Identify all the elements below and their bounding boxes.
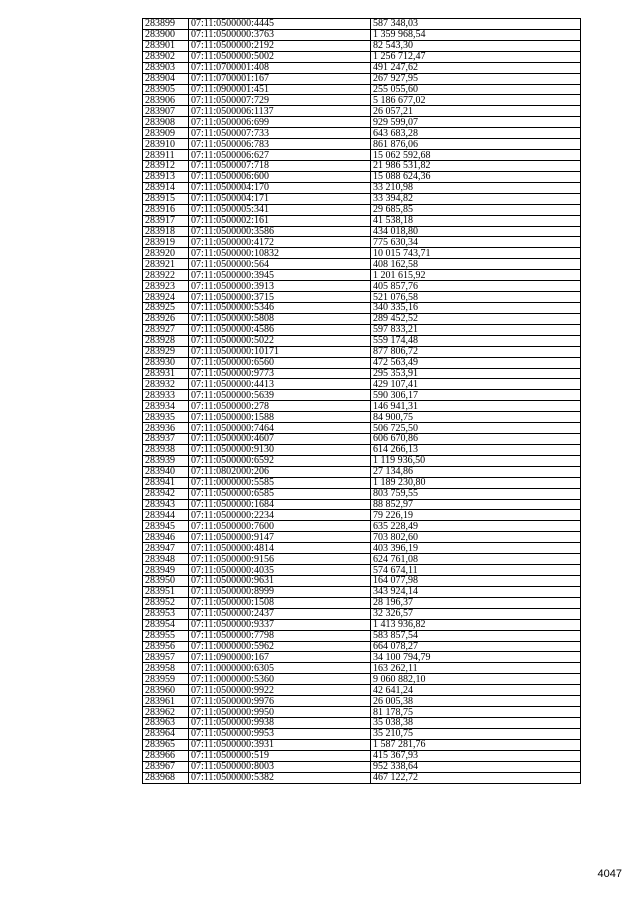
cadastral-number-cell: 07:11:0500000:9156 bbox=[189, 554, 371, 565]
cadastral-value-cell: 472 563,49 bbox=[371, 357, 581, 368]
cadastral-number-cell: 07:11:0500000:9976 bbox=[189, 696, 371, 707]
cadastral-value-cell: 587 348,03 bbox=[371, 19, 581, 30]
cadastral-value-cell: 491 247,62 bbox=[371, 62, 581, 73]
cadastral-number-cell: 07:11:0500000:8999 bbox=[189, 586, 371, 597]
cadastral-number-cell: 07:11:0700001:167 bbox=[189, 73, 371, 84]
table-row bbox=[143, 674, 581, 685]
cadastral-number-cell: 07:11:0500000:1508 bbox=[189, 597, 371, 608]
cadastral-number-cell: 07:11:0900001:451 bbox=[189, 84, 371, 95]
cadastral-number-cell: 07:11:0500000:5808 bbox=[189, 313, 371, 324]
row-number-cell: 283954 bbox=[143, 619, 189, 630]
cadastral-value-cell: 434 018,80 bbox=[371, 226, 581, 237]
table-row bbox=[143, 608, 581, 619]
row-number-cell: 283923 bbox=[143, 281, 189, 292]
cadastral-value-table bbox=[142, 18, 581, 784]
cadastral-value-cell: 952 338,64 bbox=[371, 761, 581, 772]
row-number-cell: 283910 bbox=[143, 139, 189, 150]
cadastral-number-cell: 07:11:0500000:7600 bbox=[189, 521, 371, 532]
cadastral-value-cell: 15 088 624,36 bbox=[371, 171, 581, 182]
cadastral-number-cell: 07:11:0500000:4445 bbox=[189, 19, 371, 30]
cadastral-value-cell: 803 759,55 bbox=[371, 488, 581, 499]
row-number-cell: 283935 bbox=[143, 412, 189, 423]
table-row bbox=[143, 313, 581, 324]
cadastral-number-cell: 07:11:0802000:206 bbox=[189, 466, 371, 477]
row-number-cell: 283927 bbox=[143, 324, 189, 335]
table-row bbox=[143, 750, 581, 761]
table-row bbox=[143, 444, 581, 455]
cadastral-number-cell: 07:11:0500000:9950 bbox=[189, 707, 371, 718]
cadastral-number-cell: 07:11:0500000:3586 bbox=[189, 226, 371, 237]
cadastral-number-cell: 07:11:0500000:2192 bbox=[189, 40, 371, 51]
cadastral-number-cell: 07:11:0500006:600 bbox=[189, 171, 371, 182]
cadastral-number-cell: 07:11:0500000:5382 bbox=[189, 772, 371, 783]
cadastral-value-cell: 82 543,30 bbox=[371, 40, 581, 51]
cadastral-number-cell: 07:11:0500000:1588 bbox=[189, 412, 371, 423]
row-number-cell: 283959 bbox=[143, 674, 189, 685]
table-row bbox=[143, 84, 581, 95]
cadastral-number-cell: 07:11:0000000:5360 bbox=[189, 674, 371, 685]
cadastral-number-cell: 07:11:0500000:9631 bbox=[189, 576, 371, 587]
cadastral-value-cell: 1 119 936,50 bbox=[371, 455, 581, 466]
table-row bbox=[143, 324, 581, 335]
table-row bbox=[143, 128, 581, 139]
cadastral-number-cell: 07:11:0500000:4413 bbox=[189, 379, 371, 390]
row-number-cell: 283933 bbox=[143, 390, 189, 401]
cadastral-value-cell: 1 189 230,80 bbox=[371, 477, 581, 488]
row-number-cell: 283961 bbox=[143, 696, 189, 707]
row-number-cell: 283939 bbox=[143, 455, 189, 466]
row-number-cell: 283930 bbox=[143, 357, 189, 368]
cadastral-number-cell: 07:11:0500006:699 bbox=[189, 117, 371, 128]
cadastral-value-cell: 1 201 615,92 bbox=[371, 270, 581, 281]
cadastral-number-cell: 07:11:0500000:9938 bbox=[189, 718, 371, 729]
cadastral-number-cell: 07:11:0500000:8003 bbox=[189, 761, 371, 772]
table-row bbox=[143, 368, 581, 379]
table-body bbox=[143, 19, 581, 784]
row-number-cell: 283966 bbox=[143, 750, 189, 761]
page-number: 4047 bbox=[597, 868, 622, 880]
table-row bbox=[143, 423, 581, 434]
row-number-cell: 283901 bbox=[143, 40, 189, 51]
row-number-cell: 283920 bbox=[143, 248, 189, 259]
cadastral-number-cell: 07:11:0500000:4814 bbox=[189, 543, 371, 554]
cadastral-value-cell: 79 226,19 bbox=[371, 510, 581, 521]
table-row bbox=[143, 390, 581, 401]
row-number-cell: 283912 bbox=[143, 160, 189, 171]
cadastral-value-cell: 267 927,95 bbox=[371, 73, 581, 84]
table-row bbox=[143, 630, 581, 641]
table-row bbox=[143, 652, 581, 663]
table-row bbox=[143, 466, 581, 477]
cadastral-value-cell: 1 256 712,47 bbox=[371, 51, 581, 62]
cadastral-value-cell: 26 057,21 bbox=[371, 106, 581, 117]
cadastral-value-cell: 559 174,48 bbox=[371, 335, 581, 346]
cadastral-number-cell: 07:11:0500000:278 bbox=[189, 401, 371, 412]
row-number-cell: 283957 bbox=[143, 652, 189, 663]
cadastral-value-cell: 340 335,16 bbox=[371, 302, 581, 313]
cadastral-number-cell: 07:11:0500000:4035 bbox=[189, 565, 371, 576]
row-number-cell: 283936 bbox=[143, 423, 189, 434]
table-row bbox=[143, 204, 581, 215]
table-row bbox=[143, 19, 581, 30]
cadastral-value-cell: 26 005,38 bbox=[371, 696, 581, 707]
cadastral-number-cell: 07:11:0500005:341 bbox=[189, 204, 371, 215]
row-number-cell: 283916 bbox=[143, 204, 189, 215]
row-number-cell: 283952 bbox=[143, 597, 189, 608]
cadastral-number-cell: 07:11:0000000:5585 bbox=[189, 477, 371, 488]
cadastral-value-cell: 635 228,49 bbox=[371, 521, 581, 532]
cadastral-value-cell: 146 941,31 bbox=[371, 401, 581, 412]
cadastral-number-cell: 07:11:0500000:6560 bbox=[189, 357, 371, 368]
table-row bbox=[143, 182, 581, 193]
cadastral-value-cell: 624 761,08 bbox=[371, 554, 581, 565]
row-number-cell: 283928 bbox=[143, 335, 189, 346]
row-number-cell: 283944 bbox=[143, 510, 189, 521]
table-row bbox=[143, 641, 581, 652]
row-number-cell: 283903 bbox=[143, 62, 189, 73]
cadastral-value-cell: 877 806,72 bbox=[371, 346, 581, 357]
table-row bbox=[143, 663, 581, 674]
row-number-cell: 283965 bbox=[143, 739, 189, 750]
cadastral-number-cell: 07:11:0500000:9130 bbox=[189, 444, 371, 455]
cadastral-value-cell: 5 186 677,02 bbox=[371, 95, 581, 106]
cadastral-value-cell: 521 076,58 bbox=[371, 292, 581, 303]
row-number-cell: 283907 bbox=[143, 106, 189, 117]
cadastral-value-cell: 775 630,34 bbox=[371, 237, 581, 248]
row-number-cell: 283925 bbox=[143, 302, 189, 313]
table-row bbox=[143, 477, 581, 488]
table-row bbox=[143, 761, 581, 772]
table-row bbox=[143, 73, 581, 84]
table-row bbox=[143, 772, 581, 783]
cadastral-number-cell: 07:11:0500000:5002 bbox=[189, 51, 371, 62]
row-number-cell: 283968 bbox=[143, 772, 189, 783]
cadastral-number-cell: 07:11:0500000:3913 bbox=[189, 281, 371, 292]
table-row bbox=[143, 215, 581, 226]
row-number-cell: 283913 bbox=[143, 171, 189, 182]
cadastral-value-cell: 614 266,13 bbox=[371, 444, 581, 455]
cadastral-number-cell: 07:11:0500000:9147 bbox=[189, 532, 371, 543]
cadastral-value-cell: 32 326,57 bbox=[371, 608, 581, 619]
table-row bbox=[143, 335, 581, 346]
row-number-cell: 283904 bbox=[143, 73, 189, 84]
cadastral-value-cell: 606 670,86 bbox=[371, 434, 581, 445]
cadastral-number-cell: 07:11:0000000:6305 bbox=[189, 663, 371, 674]
table-row bbox=[143, 171, 581, 182]
cadastral-value-cell: 10 015 743,71 bbox=[371, 248, 581, 259]
table-row bbox=[143, 346, 581, 357]
cadastral-value-cell: 289 452,52 bbox=[371, 313, 581, 324]
cadastral-number-cell: 07:11:0500000:9953 bbox=[189, 728, 371, 739]
cadastral-value-cell: 33 210,98 bbox=[371, 182, 581, 193]
cadastral-value-cell: 467 122,72 bbox=[371, 772, 581, 783]
cadastral-number-cell: 07:11:0500000:6585 bbox=[189, 488, 371, 499]
row-number-cell: 283899 bbox=[143, 19, 189, 30]
cadastral-number-cell: 07:11:0500000:3715 bbox=[189, 292, 371, 303]
cadastral-number-cell: 07:11:0500002:161 bbox=[189, 215, 371, 226]
cadastral-value-cell: 583 857,54 bbox=[371, 630, 581, 641]
cadastral-number-cell: 07:11:0500000:4586 bbox=[189, 324, 371, 335]
table-row bbox=[143, 259, 581, 270]
row-number-cell: 283941 bbox=[143, 477, 189, 488]
row-number-cell: 283937 bbox=[143, 434, 189, 445]
cadastral-number-cell: 07:11:0500007:718 bbox=[189, 160, 371, 171]
cadastral-number-cell: 07:11:0000000:5962 bbox=[189, 641, 371, 652]
table-row bbox=[143, 488, 581, 499]
cadastral-value-cell: 164 077,98 bbox=[371, 576, 581, 587]
cadastral-value-cell: 33 394,82 bbox=[371, 193, 581, 204]
cadastral-number-cell: 07:11:0500000:564 bbox=[189, 259, 371, 270]
cadastral-value-cell: 929 599,07 bbox=[371, 117, 581, 128]
row-number-cell: 283963 bbox=[143, 718, 189, 729]
cadastral-value-cell: 41 538,18 bbox=[371, 215, 581, 226]
cadastral-value-cell: 408 162,58 bbox=[371, 259, 581, 270]
cadastral-number-cell: 07:11:0700001:408 bbox=[189, 62, 371, 73]
row-number-cell: 283946 bbox=[143, 532, 189, 543]
table-row bbox=[143, 543, 581, 554]
row-number-cell: 283942 bbox=[143, 488, 189, 499]
cadastral-number-cell: 07:11:0500000:3931 bbox=[189, 739, 371, 750]
table-row bbox=[143, 302, 581, 313]
row-number-cell: 283955 bbox=[143, 630, 189, 641]
cadastral-value-cell: 42 641,24 bbox=[371, 685, 581, 696]
table-row bbox=[143, 281, 581, 292]
row-number-cell: 283934 bbox=[143, 401, 189, 412]
cadastral-number-cell: 07:11:0500000:9773 bbox=[189, 368, 371, 379]
cadastral-value-cell: 35 038,38 bbox=[371, 718, 581, 729]
cadastral-value-cell: 405 857,76 bbox=[371, 281, 581, 292]
table-row bbox=[143, 139, 581, 150]
cadastral-number-cell: 07:11:0500000:6592 bbox=[189, 455, 371, 466]
cadastral-value-cell: 81 178,75 bbox=[371, 707, 581, 718]
cadastral-value-cell: 88 852,97 bbox=[371, 499, 581, 510]
row-number-cell: 283905 bbox=[143, 84, 189, 95]
table-row bbox=[143, 728, 581, 739]
row-number-cell: 283917 bbox=[143, 215, 189, 226]
row-number-cell: 283909 bbox=[143, 128, 189, 139]
cadastral-value-cell: 415 367,93 bbox=[371, 750, 581, 761]
row-number-cell: 283922 bbox=[143, 270, 189, 281]
table-row bbox=[143, 226, 581, 237]
row-number-cell: 283943 bbox=[143, 499, 189, 510]
cadastral-number-cell: 07:11:0500000:519 bbox=[189, 750, 371, 761]
table-row bbox=[143, 707, 581, 718]
row-number-cell: 283900 bbox=[143, 29, 189, 40]
table-row bbox=[143, 718, 581, 729]
table-row bbox=[143, 150, 581, 161]
table-row bbox=[143, 193, 581, 204]
cadastral-value-cell: 597 833,21 bbox=[371, 324, 581, 335]
cadastral-value-cell: 429 107,41 bbox=[371, 379, 581, 390]
cadastral-number-cell: 07:11:0500007:729 bbox=[189, 95, 371, 106]
cadastral-value-cell: 84 900,75 bbox=[371, 412, 581, 423]
table-row bbox=[143, 51, 581, 62]
cadastral-number-cell: 07:11:0500000:3945 bbox=[189, 270, 371, 281]
cadastral-number-cell: 07:11:0500000:5346 bbox=[189, 302, 371, 313]
row-number-cell: 283940 bbox=[143, 466, 189, 477]
table-row bbox=[143, 270, 581, 281]
cadastral-value-cell: 403 396,19 bbox=[371, 543, 581, 554]
table-row bbox=[143, 62, 581, 73]
cadastral-value-cell: 35 210,75 bbox=[371, 728, 581, 739]
cadastral-value-cell: 9 060 882,10 bbox=[371, 674, 581, 685]
cadastral-number-cell: 07:11:0500000:9922 bbox=[189, 685, 371, 696]
table-row bbox=[143, 685, 581, 696]
cadastral-value-cell: 861 876,06 bbox=[371, 139, 581, 150]
cadastral-value-cell: 21 986 531,82 bbox=[371, 160, 581, 171]
cadastral-number-cell: 07:11:0900000:167 bbox=[189, 652, 371, 663]
table-row bbox=[143, 576, 581, 587]
table-row bbox=[143, 160, 581, 171]
row-number-cell: 283962 bbox=[143, 707, 189, 718]
cadastral-number-cell: 07:11:0500000:2234 bbox=[189, 510, 371, 521]
cadastral-number-cell: 07:11:0500000:2437 bbox=[189, 608, 371, 619]
table-row bbox=[143, 95, 581, 106]
row-number-cell: 283960 bbox=[143, 685, 189, 696]
table-row bbox=[143, 696, 581, 707]
row-number-cell: 283949 bbox=[143, 565, 189, 576]
cadastral-value-cell: 28 196,37 bbox=[371, 597, 581, 608]
table-row bbox=[143, 412, 581, 423]
cadastral-number-cell: 07:11:0500006:783 bbox=[189, 139, 371, 150]
table-row bbox=[143, 379, 581, 390]
row-number-cell: 283938 bbox=[143, 444, 189, 455]
row-number-cell: 283929 bbox=[143, 346, 189, 357]
table-row bbox=[143, 597, 581, 608]
cadastral-value-cell: 255 055,60 bbox=[371, 84, 581, 95]
cadastral-value-cell: 34 100 794,79 bbox=[371, 652, 581, 663]
row-number-cell: 283918 bbox=[143, 226, 189, 237]
table-row bbox=[143, 499, 581, 510]
row-number-cell: 283947 bbox=[143, 543, 189, 554]
row-number-cell: 283951 bbox=[143, 586, 189, 597]
cadastral-number-cell: 07:11:0500000:1684 bbox=[189, 499, 371, 510]
cadastral-value-cell: 590 306,17 bbox=[371, 390, 581, 401]
row-number-cell: 283956 bbox=[143, 641, 189, 652]
table-row bbox=[143, 586, 581, 597]
cadastral-value-cell: 664 078,27 bbox=[371, 641, 581, 652]
row-number-cell: 283908 bbox=[143, 117, 189, 128]
table-row bbox=[143, 106, 581, 117]
cadastral-number-cell: 07:11:0500000:4607 bbox=[189, 434, 371, 445]
cadastral-number-cell: 07:11:0500004:171 bbox=[189, 193, 371, 204]
table-row bbox=[143, 401, 581, 412]
row-number-cell: 283902 bbox=[143, 51, 189, 62]
cadastral-number-cell: 07:11:0500000:5639 bbox=[189, 390, 371, 401]
row-number-cell: 283964 bbox=[143, 728, 189, 739]
row-number-cell: 283953 bbox=[143, 608, 189, 619]
cadastral-number-cell: 07:11:0500006:627 bbox=[189, 150, 371, 161]
row-number-cell: 283926 bbox=[143, 313, 189, 324]
table-row bbox=[143, 510, 581, 521]
table-row bbox=[143, 521, 581, 532]
table-row bbox=[143, 237, 581, 248]
cadastral-number-cell: 07:11:0500007:733 bbox=[189, 128, 371, 139]
cadastral-value-cell: 1 413 936,82 bbox=[371, 619, 581, 630]
row-number-cell: 283921 bbox=[143, 259, 189, 270]
row-number-cell: 283919 bbox=[143, 237, 189, 248]
cadastral-value-cell: 1 587 281,76 bbox=[371, 739, 581, 750]
table-row bbox=[143, 532, 581, 543]
table-row bbox=[143, 40, 581, 51]
row-number-cell: 283932 bbox=[143, 379, 189, 390]
row-number-cell: 283967 bbox=[143, 761, 189, 772]
cadastral-value-cell: 295 353,91 bbox=[371, 368, 581, 379]
cadastral-value-cell: 343 924,14 bbox=[371, 586, 581, 597]
row-number-cell: 283911 bbox=[143, 150, 189, 161]
table-row bbox=[143, 455, 581, 466]
cadastral-number-cell: 07:11:0500006:1137 bbox=[189, 106, 371, 117]
row-number-cell: 283924 bbox=[143, 292, 189, 303]
table-row bbox=[143, 117, 581, 128]
cadastral-value-cell: 574 674,11 bbox=[371, 565, 581, 576]
cadastral-value-cell: 1 359 968,54 bbox=[371, 29, 581, 40]
cadastral-number-cell: 07:11:0500000:7464 bbox=[189, 423, 371, 434]
cadastral-value-cell: 703 802,60 bbox=[371, 532, 581, 543]
cadastral-number-cell: 07:11:0500004:170 bbox=[189, 182, 371, 193]
cadastral-value-cell: 163 262,11 bbox=[371, 663, 581, 674]
cadastral-number-cell: 07:11:0500000:10171 bbox=[189, 346, 371, 357]
table-row bbox=[143, 554, 581, 565]
row-number-cell: 283950 bbox=[143, 576, 189, 587]
table-row bbox=[143, 619, 581, 630]
table-row bbox=[143, 248, 581, 259]
cadastral-value-cell: 506 725,50 bbox=[371, 423, 581, 434]
table-row bbox=[143, 739, 581, 750]
cadastral-number-cell: 07:11:0500000:7798 bbox=[189, 630, 371, 641]
table-row bbox=[143, 292, 581, 303]
row-number-cell: 283948 bbox=[143, 554, 189, 565]
row-number-cell: 283958 bbox=[143, 663, 189, 674]
row-number-cell: 283945 bbox=[143, 521, 189, 532]
row-number-cell: 283915 bbox=[143, 193, 189, 204]
table-row bbox=[143, 565, 581, 576]
cadastral-value-cell: 27 134,86 bbox=[371, 466, 581, 477]
row-number-cell: 283914 bbox=[143, 182, 189, 193]
cadastral-value-cell: 643 683,28 bbox=[371, 128, 581, 139]
row-number-cell: 283906 bbox=[143, 95, 189, 106]
table-row bbox=[143, 357, 581, 368]
cadastral-number-cell: 07:11:0500000:5022 bbox=[189, 335, 371, 346]
row-number-cell: 283931 bbox=[143, 368, 189, 379]
cadastral-value-cell: 29 685,85 bbox=[371, 204, 581, 215]
table-row bbox=[143, 434, 581, 445]
cadastral-value-cell: 15 062 592,68 bbox=[371, 150, 581, 161]
cadastral-number-cell: 07:11:0500000:4172 bbox=[189, 237, 371, 248]
cadastral-number-cell: 07:11:0500000:3763 bbox=[189, 29, 371, 40]
cadastral-number-cell: 07:11:0500000:10832 bbox=[189, 248, 371, 259]
table-row bbox=[143, 29, 581, 40]
cadastral-number-cell: 07:11:0500000:9337 bbox=[189, 619, 371, 630]
